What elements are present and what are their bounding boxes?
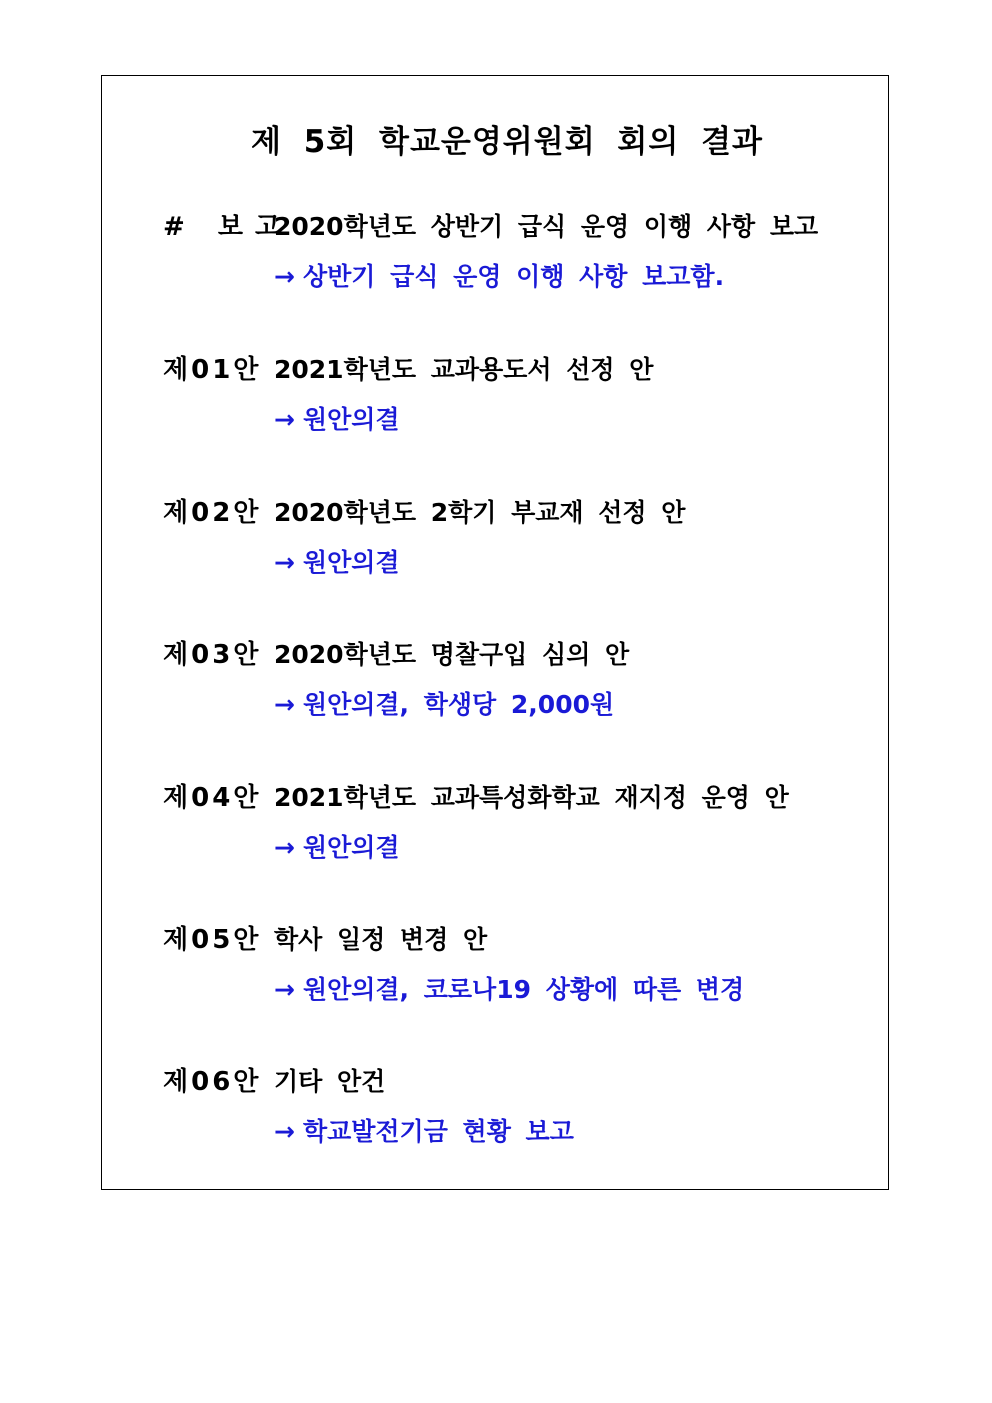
agenda-label: 제06안	[163, 1067, 262, 1097]
agenda-label: 제01안	[163, 355, 262, 385]
agenda-item-06	[0, 1066, 992, 1176]
agenda-label: 제03안	[163, 640, 262, 670]
agenda-result-text: 상반기 급식 운영 이행 사항 보고함.	[302, 262, 725, 291]
agenda-item-02	[0, 497, 992, 607]
agenda-subject: 2021학년도 교과특성화학교 재지정 운영 안	[274, 783, 789, 812]
arrow-icon: →	[274, 405, 295, 434]
arrow-icon: →	[274, 690, 295, 719]
agenda-subject: 2021학년도 교과용도서 선정 안	[274, 355, 654, 384]
agenda-result	[274, 689, 614, 721]
arrow-icon: →	[274, 262, 295, 291]
agenda-item-05	[0, 924, 992, 1034]
agenda-result-text: 원안의결, 코로나19 상황에 따른 변경	[302, 975, 745, 1004]
document-title: 제 5회 학교운영위원회 회의 결과	[250, 124, 764, 160]
agenda-subject: 2020학년도 2학기 부교재 선정 안	[274, 498, 686, 527]
arrow-icon: →	[274, 548, 295, 577]
agenda-item-04	[0, 782, 992, 892]
agenda-result	[274, 261, 724, 293]
arrow-icon: →	[274, 1117, 295, 1146]
agenda-result	[274, 1116, 574, 1148]
agenda-label: 제05안	[163, 925, 262, 955]
agenda-subject: 2020학년도 상반기 급식 운영 이행 사항 보고	[274, 212, 819, 241]
agenda-label: 제02안	[163, 498, 262, 528]
arrow-icon: →	[274, 833, 295, 862]
agenda-result	[274, 547, 400, 579]
agenda-result-text: 원안의결, 학생당 2,000원	[302, 690, 615, 719]
agenda-result-text: 원안의결	[302, 405, 400, 434]
agenda-result-text: 학교발전기금 현황 보고	[302, 1117, 574, 1146]
agenda-item-report	[0, 211, 992, 321]
arrow-icon: →	[274, 975, 295, 1004]
agenda-result	[274, 832, 400, 864]
agenda-label: 제04안	[163, 783, 262, 813]
agenda-subject: 학사 일정 변경 안	[274, 925, 488, 954]
agenda-result-text: 원안의결	[302, 833, 400, 862]
agenda-result	[274, 404, 400, 436]
agenda-result	[274, 974, 744, 1006]
agenda-item-03	[0, 639, 992, 749]
agenda-label: # 보고	[163, 212, 293, 242]
agenda-subject: 2020학년도 명찰구입 심의 안	[274, 640, 630, 669]
agenda-result-text: 원안의결	[302, 548, 400, 577]
agenda-subject: 기타 안건	[274, 1067, 386, 1096]
agenda-item-01	[0, 354, 992, 464]
